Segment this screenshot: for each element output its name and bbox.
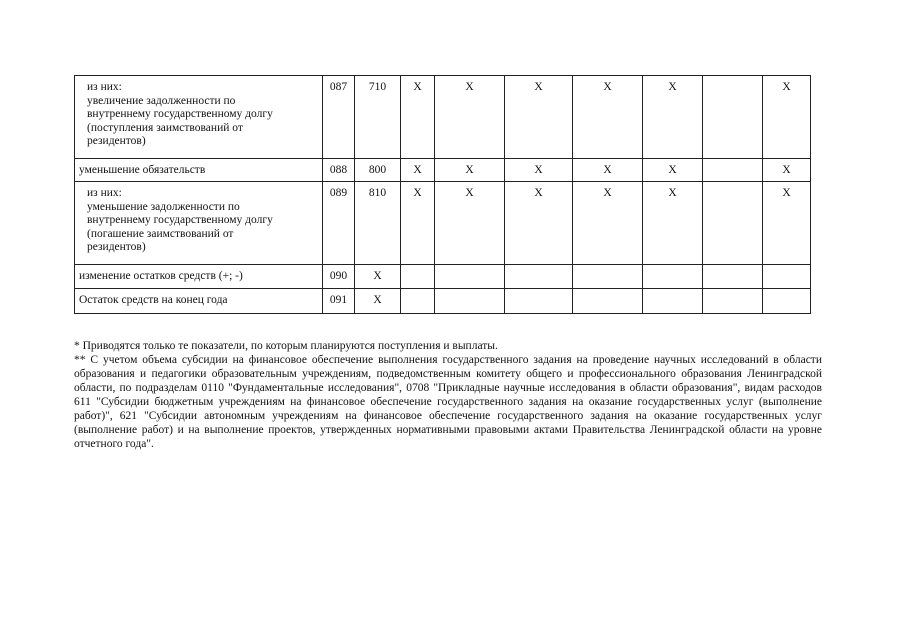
table-cell: X: [401, 76, 435, 159]
table-cell: X: [643, 182, 703, 265]
table-row: [75, 76, 863, 159]
table-cell: [643, 265, 703, 289]
kosgu-code: 810: [355, 182, 401, 265]
kosgu-code: 710: [355, 76, 401, 159]
table-cell: [505, 289, 573, 314]
table-cell: [505, 265, 573, 289]
table-row: [75, 159, 863, 182]
indicator-name: Остаток средств на конец года: [75, 289, 323, 314]
footnotes: [74, 339, 822, 451]
table-cell: X: [505, 159, 573, 182]
table-cell: X: [763, 182, 811, 265]
table-cell: [435, 289, 505, 314]
table-cell: [573, 289, 643, 314]
table-cell: X: [505, 76, 573, 159]
table-cell: [401, 265, 435, 289]
table-cell: X: [763, 159, 811, 182]
indicator-name: из них: уменьшение задолженности по внутреннему государственному долгу (погашение заимствований от резидентов): [75, 182, 323, 265]
table-cell: [643, 289, 703, 314]
kosgu-code: X: [355, 265, 401, 289]
line-code: 088: [323, 159, 355, 182]
table-cell: X: [643, 76, 703, 159]
table-cell: X: [643, 159, 703, 182]
line-code: 090: [323, 265, 355, 289]
table-cell: [573, 265, 643, 289]
table-row: [75, 289, 863, 314]
table-cell: X: [573, 76, 643, 159]
table-cell: [703, 182, 763, 265]
line-code: 087: [323, 76, 355, 159]
table-cell: X: [763, 76, 811, 159]
table-cell: [763, 289, 811, 314]
table-cell: [703, 289, 763, 314]
table-cell: [401, 289, 435, 314]
table-cell: X: [505, 182, 573, 265]
table-cell: [435, 265, 505, 289]
table-cell: [763, 265, 811, 289]
indicator-name: изменение остатков средств (+; -): [75, 265, 323, 289]
line-code: 091: [323, 289, 355, 314]
table-cell: X: [573, 159, 643, 182]
table-cell: [703, 265, 763, 289]
financial-plan-table: [74, 75, 863, 314]
table-cell: X: [435, 76, 505, 159]
indicator-name: уменьшение обязательств: [75, 159, 323, 182]
indicator-name: из них: увеличение задолженности по внутреннему государственному долгу (поступления заимствований от резидентов): [75, 76, 323, 159]
line-code: 089: [323, 182, 355, 265]
table-cell: X: [401, 182, 435, 265]
table-cell: X: [435, 182, 505, 265]
table-cell: X: [435, 159, 505, 182]
footnote-1: * Приводятся только те показатели, по которым планируются поступления и выплаты.: [74, 340, 498, 352]
kosgu-code: 800: [355, 159, 401, 182]
table-cell: [703, 76, 763, 159]
table-cell: X: [573, 182, 643, 265]
table-cell: [703, 159, 763, 182]
kosgu-code: X: [355, 289, 401, 314]
table-row: [75, 182, 863, 265]
table-row: [75, 265, 863, 289]
footnote-2: ** С учетом объема субсидии на финансовое обеспечение выполнения государственного задания на проведение научных исследований в области образования и педагогики образовательным учреждениям, подведомственным комитету общего и профессионального образования Ленинградской области, по подразделам 0110 "Фундаментальные исследования", 0708 "Прикладные научные исследования в области образования", видам расходов 611 "Субсидии бюджетным учреждениям на финансовое обеспечение государственного задания на оказание государственных услуг (выполнение работ)", 621 "Субсидии автономным учреждениям на финансовое обеспечение государственного задания на оказание государственных услуг (выполнение работ) и на выполнение проектов, утвержденных нормативными правовыми актами Правительства Ленинградской области на уровне отчетного года".: [74, 354, 822, 450]
table-cell: X: [401, 159, 435, 182]
